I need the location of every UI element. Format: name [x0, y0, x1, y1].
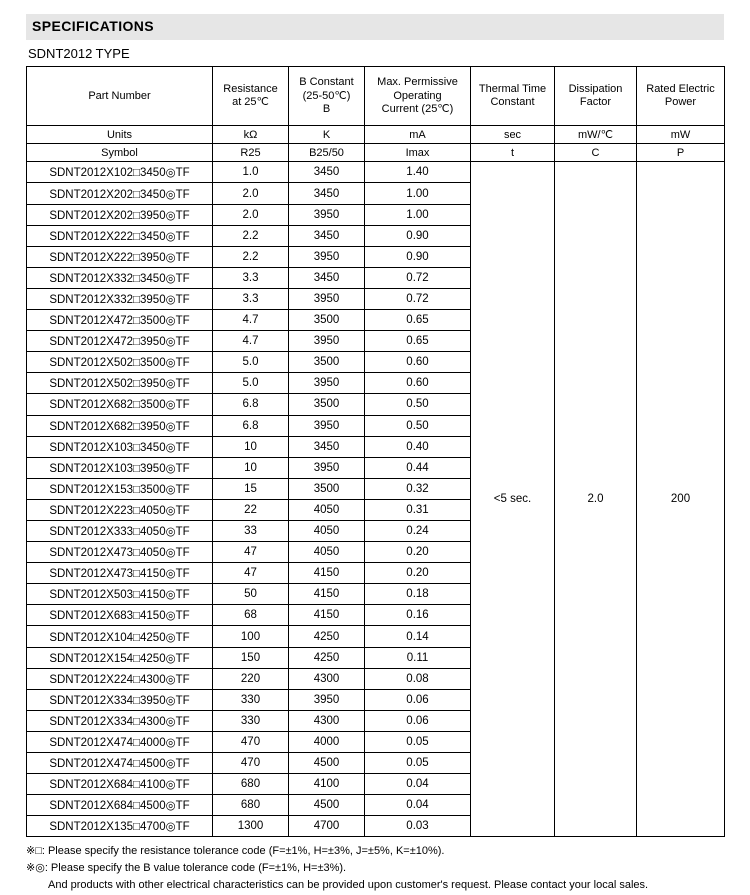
cell-resistance: 680 — [213, 795, 289, 816]
cell-part-number: SDNT2012X472□3500◎TF — [27, 310, 213, 331]
cell-part-number: SDNT2012X202□3450◎TF — [27, 183, 213, 204]
cell-max-current: 1.40 — [365, 162, 471, 183]
column-header-max-current: Max. Permissive Operating Current (25℃) — [365, 67, 471, 126]
units-row — [27, 126, 725, 144]
cell-max-current: 0.50 — [365, 394, 471, 415]
column-header-dissipation-factor: Dissipation Factor — [555, 67, 637, 126]
cell-max-current: 0.05 — [365, 731, 471, 752]
cell-b-constant: 3950 — [289, 373, 365, 394]
cell-b-constant: 4050 — [289, 520, 365, 541]
cell-part-number: SDNT2012X684□4500◎TF — [27, 795, 213, 816]
cell-resistance: 6.8 — [213, 415, 289, 436]
cell-max-current: 0.31 — [365, 499, 471, 520]
cell-b-constant: 3500 — [289, 394, 365, 415]
cell-b-constant: 3450 — [289, 183, 365, 204]
cell-max-current: 0.24 — [365, 520, 471, 541]
column-header-part-number: Part Number — [27, 67, 213, 126]
cell-resistance: 5.0 — [213, 373, 289, 394]
cell-max-current: 0.14 — [365, 626, 471, 647]
cell-max-current: 0.05 — [365, 753, 471, 774]
unit-b-constant: K — [289, 126, 365, 144]
cell-b-constant: 4700 — [289, 816, 365, 837]
cell-part-number: SDNT2012X474□4000◎TF — [27, 731, 213, 752]
cell-max-current: 0.90 — [365, 225, 471, 246]
cell-max-current: 0.06 — [365, 689, 471, 710]
cell-b-constant: 4250 — [289, 626, 365, 647]
cell-max-current: 0.06 — [365, 710, 471, 731]
cell-b-constant: 3500 — [289, 352, 365, 373]
symbol-rated-power: P — [637, 144, 725, 162]
cell-part-number: SDNT2012X222□3950◎TF — [27, 246, 213, 267]
cell-resistance: 4.7 — [213, 310, 289, 331]
cell-resistance: 220 — [213, 668, 289, 689]
cell-resistance: 2.2 — [213, 246, 289, 267]
cell-resistance: 100 — [213, 626, 289, 647]
units-label: Units — [27, 126, 213, 144]
unit-resistance: kΩ — [213, 126, 289, 144]
cell-part-number: SDNT2012X334□3950◎TF — [27, 689, 213, 710]
cell-resistance: 5.0 — [213, 352, 289, 373]
cell-b-constant: 3500 — [289, 310, 365, 331]
cell-part-number: SDNT2012X153□3500◎TF — [27, 478, 213, 499]
cell-resistance: 33 — [213, 520, 289, 541]
cell-part-number: SDNT2012X222□3450◎TF — [27, 225, 213, 246]
cell-part-number: SDNT2012X334□4300◎TF — [27, 710, 213, 731]
cell-resistance: 3.3 — [213, 288, 289, 309]
cell-max-current: 0.11 — [365, 647, 471, 668]
cell-max-current: 1.00 — [365, 183, 471, 204]
cell-b-constant: 4500 — [289, 753, 365, 774]
unit-max-current: mA — [365, 126, 471, 144]
cell-max-current: 0.72 — [365, 267, 471, 288]
cell-resistance: 1.0 — [213, 162, 289, 183]
cell-b-constant: 4100 — [289, 774, 365, 795]
cell-part-number: SDNT2012X332□3950◎TF — [27, 288, 213, 309]
cell-b-constant: 3950 — [289, 331, 365, 352]
cell-max-current: 0.60 — [365, 373, 471, 394]
cell-part-number: SDNT2012X332□3450◎TF — [27, 267, 213, 288]
cell-part-number: SDNT2012X682□3950◎TF — [27, 415, 213, 436]
cell-b-constant: 4250 — [289, 647, 365, 668]
cell-part-number: SDNT2012X472□3950◎TF — [27, 331, 213, 352]
column-header-resistance: Resistance at 25℃ — [213, 67, 289, 126]
cell-resistance: 10 — [213, 457, 289, 478]
cell-b-constant: 3950 — [289, 204, 365, 225]
cell-max-current: 0.44 — [365, 457, 471, 478]
specifications-page — [0, 14, 750, 890]
cell-max-current: 0.90 — [365, 246, 471, 267]
cell-resistance: 3.3 — [213, 267, 289, 288]
cell-b-constant: 3950 — [289, 288, 365, 309]
unit-dissipation-factor: mW/℃ — [555, 126, 637, 144]
cell-max-current: 0.60 — [365, 352, 471, 373]
cell-part-number: SDNT2012X102□3450◎TF — [27, 162, 213, 183]
symbol-b-constant: B25/50 — [289, 144, 365, 162]
cell-b-constant: 3500 — [289, 478, 365, 499]
cell-resistance: 2.0 — [213, 204, 289, 225]
cell-dissipation-factor: 2.0 — [555, 162, 637, 837]
cell-resistance: 1300 — [213, 816, 289, 837]
note-resistance-tolerance: ※□: Please specify the resistance tolerance code (F=±1%, H=±3%, J=±5%, K=±10%). — [26, 845, 445, 858]
cell-b-constant: 4150 — [289, 563, 365, 584]
symbol-row — [27, 144, 725, 162]
cell-part-number: SDNT2012X154□4250◎TF — [27, 647, 213, 668]
cell-part-number: SDNT2012X502□3950◎TF — [27, 373, 213, 394]
cell-resistance: 330 — [213, 689, 289, 710]
cell-max-current: 0.03 — [365, 816, 471, 837]
column-header-rated-electric-power: Rated Electric Power — [637, 67, 725, 126]
cell-part-number: SDNT2012X333□4050◎TF — [27, 520, 213, 541]
cell-thermal-time-constant: <5 sec. — [471, 162, 555, 837]
cell-max-current: 0.18 — [365, 584, 471, 605]
column-header-thermal-time-constant: Thermal Time Constant — [471, 67, 555, 126]
cell-b-constant: 3450 — [289, 267, 365, 288]
symbol-max-current: Imax — [365, 144, 471, 162]
cell-resistance: 22 — [213, 499, 289, 520]
cell-max-current: 0.08 — [365, 668, 471, 689]
cell-b-constant: 3950 — [289, 457, 365, 478]
cell-part-number: SDNT2012X684□4100◎TF — [27, 774, 213, 795]
cell-b-constant: 3450 — [289, 162, 365, 183]
unit-thermal-time-constant: sec — [471, 126, 555, 144]
cell-b-constant: 3450 — [289, 225, 365, 246]
column-header-b-constant: B Constant (25-50℃) B — [289, 67, 365, 126]
cell-resistance: 2.2 — [213, 225, 289, 246]
cell-resistance: 680 — [213, 774, 289, 795]
cell-max-current: 1.00 — [365, 204, 471, 225]
symbol-resistance: R25 — [213, 144, 289, 162]
cell-part-number: SDNT2012X103□3950◎TF — [27, 457, 213, 478]
cell-max-current: 0.04 — [365, 774, 471, 795]
table-header-row — [27, 67, 725, 126]
table-row — [27, 162, 725, 183]
cell-part-number: SDNT2012X103□3450◎TF — [27, 436, 213, 457]
cell-part-number: SDNT2012X682□3500◎TF — [27, 394, 213, 415]
cell-b-constant: 4500 — [289, 795, 365, 816]
cell-resistance: 47 — [213, 542, 289, 563]
page-title: SPECIFICATIONS — [26, 14, 724, 40]
unit-rated-power: mW — [637, 126, 725, 144]
cell-resistance: 10 — [213, 436, 289, 457]
symbol-thermal-time-constant: t — [471, 144, 555, 162]
cell-resistance: 15 — [213, 478, 289, 499]
cell-part-number: SDNT2012X502□3500◎TF — [27, 352, 213, 373]
cell-b-constant: 4050 — [289, 499, 365, 520]
cell-resistance: 6.8 — [213, 394, 289, 415]
cell-b-constant: 4050 — [289, 542, 365, 563]
cell-resistance: 470 — [213, 731, 289, 752]
cell-max-current: 0.72 — [365, 288, 471, 309]
cell-part-number: SDNT2012X503□4150◎TF — [27, 584, 213, 605]
cell-b-constant: 4300 — [289, 710, 365, 731]
cell-resistance: 47 — [213, 563, 289, 584]
cell-part-number: SDNT2012X473□4050◎TF — [27, 542, 213, 563]
cell-part-number: SDNT2012X223□4050◎TF — [27, 499, 213, 520]
cell-max-current: 0.20 — [365, 542, 471, 563]
cell-part-number: SDNT2012X473□4150◎TF — [27, 563, 213, 584]
cell-part-number: SDNT2012X104□4250◎TF — [27, 626, 213, 647]
cell-rated-power: 200 — [637, 162, 725, 837]
cell-b-constant: 4300 — [289, 668, 365, 689]
cell-resistance: 2.0 — [213, 183, 289, 204]
cell-b-constant: 3950 — [289, 415, 365, 436]
cell-part-number: SDNT2012X474□4500◎TF — [27, 753, 213, 774]
notes-block — [26, 837, 724, 894]
cell-resistance: 4.7 — [213, 331, 289, 352]
cell-max-current: 0.04 — [365, 795, 471, 816]
cell-b-constant: 4150 — [289, 605, 365, 626]
cell-resistance: 330 — [213, 710, 289, 731]
cell-part-number: SDNT2012X202□3950◎TF — [27, 204, 213, 225]
note-custom-products: And products with other electrical characteristics can be provided upon customer's request. Please contact your local sales. — [48, 879, 649, 892]
cell-max-current: 0.65 — [365, 310, 471, 331]
cell-b-constant: 4000 — [289, 731, 365, 752]
cell-resistance: 68 — [213, 605, 289, 626]
cell-b-constant: 3950 — [289, 246, 365, 267]
note-b-value-tolerance: ※◎: Please specify the B value tolerance code (F=±1%, H=±3%). — [26, 862, 347, 875]
symbol-label: Symbol — [27, 144, 213, 162]
cell-max-current: 0.40 — [365, 436, 471, 457]
cell-part-number: SDNT2012X135□4700◎TF — [27, 816, 213, 837]
cell-b-constant: 3450 — [289, 436, 365, 457]
cell-max-current: 0.65 — [365, 331, 471, 352]
cell-resistance: 470 — [213, 753, 289, 774]
cell-b-constant: 4150 — [289, 584, 365, 605]
cell-resistance: 50 — [213, 584, 289, 605]
cell-part-number: SDNT2012X683□4150◎TF — [27, 605, 213, 626]
type-subtitle: SDNT2012 TYPE — [28, 45, 130, 61]
cell-max-current: 0.50 — [365, 415, 471, 436]
cell-b-constant: 3950 — [289, 689, 365, 710]
cell-max-current: 0.32 — [365, 478, 471, 499]
cell-max-current: 0.16 — [365, 605, 471, 626]
symbol-dissipation-factor: C — [555, 144, 637, 162]
cell-max-current: 0.20 — [365, 563, 471, 584]
cell-resistance: 150 — [213, 647, 289, 668]
specifications-table — [26, 66, 725, 837]
cell-part-number: SDNT2012X224□4300◎TF — [27, 668, 213, 689]
